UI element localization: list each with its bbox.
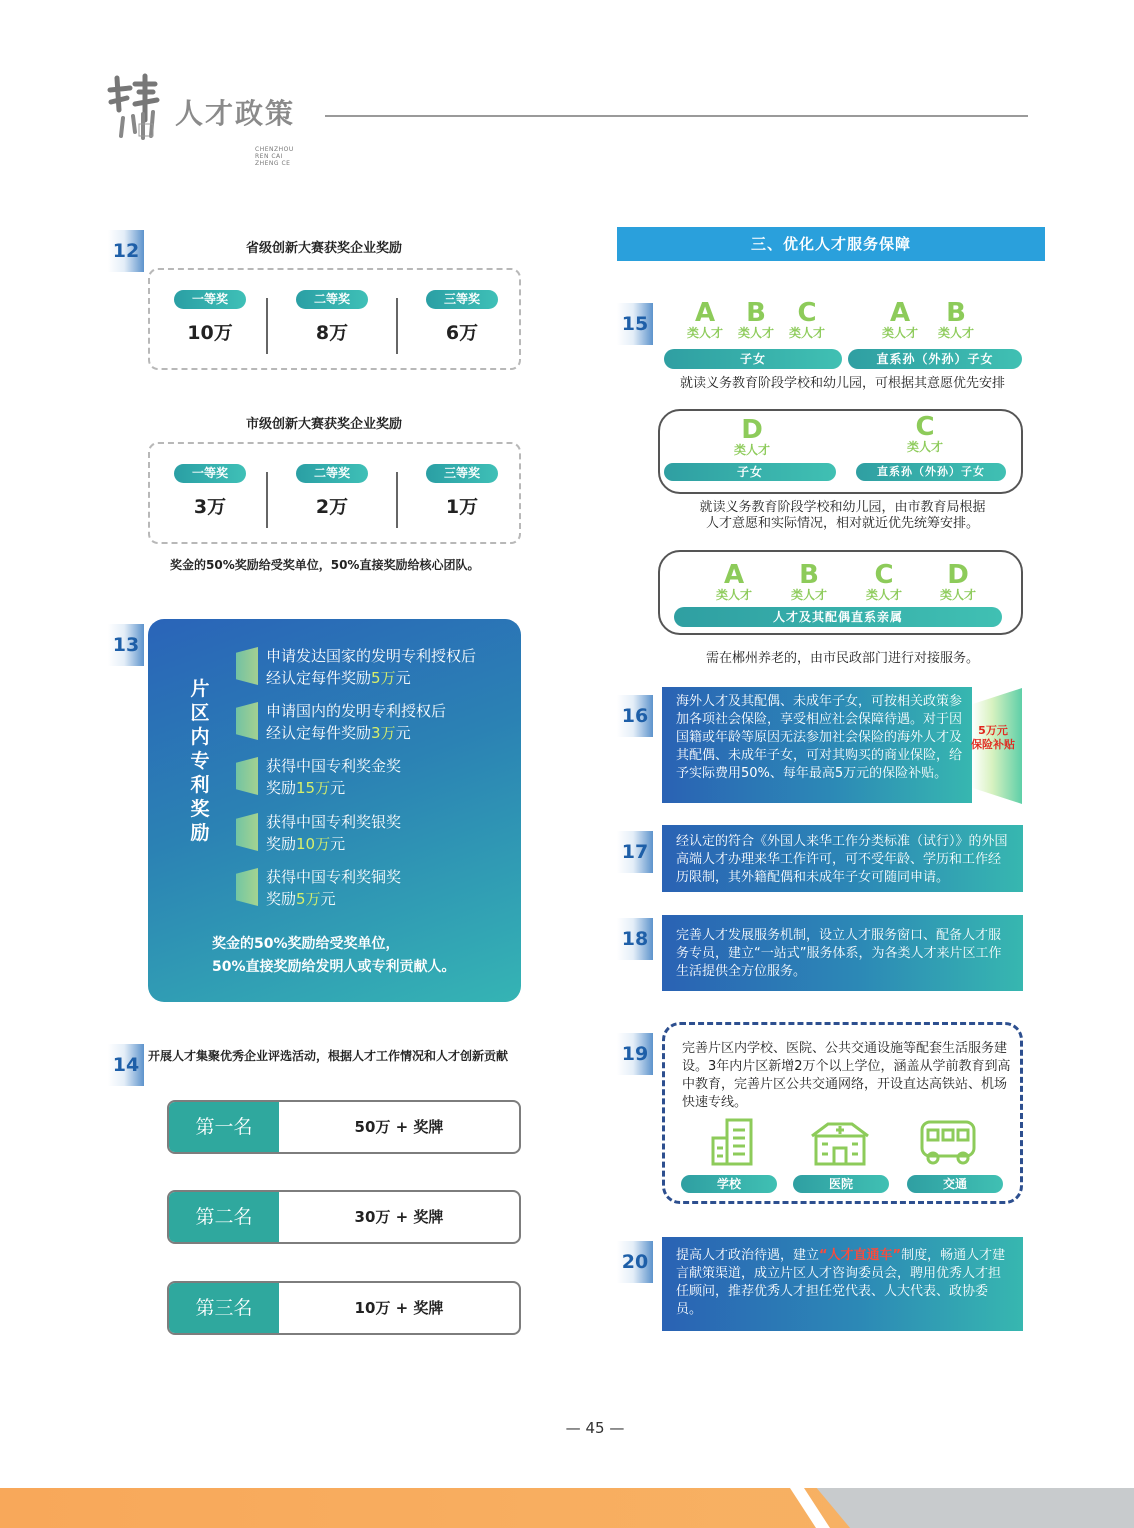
prize-value: 3万 — [193, 496, 227, 518]
insurance-box: 海外人才及其配偶、未成年子女，可按相关政策参加各项社会保险，享受相应社会保障待遇。对于因国籍或年龄等原因无法参加社会保险的海外人才及其配偶、未成年子女，可对其购买的商业保险，给予实际费用50%、每年最高5万元的保险补贴。 — [662, 687, 972, 803]
patent-reward-panel — [148, 619, 521, 1002]
prize-first — [150, 270, 270, 368]
patent-item-line1: 申请国内的发明专利授权后 — [266, 702, 447, 720]
category-b — [782, 562, 836, 602]
category-letter: B — [946, 298, 966, 328]
section-number-12: 12 — [108, 230, 144, 272]
rank-value: 10万 + 奖牌 — [354, 1299, 444, 1317]
section-number-17: 17 — [617, 831, 653, 873]
rank-third — [167, 1281, 521, 1335]
rank-label: 第三名 — [169, 1283, 279, 1333]
grandchildren-bar: 直系孙（外孙）子女 — [856, 463, 1006, 481]
category-suffix: 类人才 — [733, 443, 770, 457]
arrow-marker-icon — [236, 702, 258, 740]
patent-item-line2: 奖励 — [266, 779, 297, 797]
category-d — [931, 562, 985, 602]
prize-label: 二等奖 — [296, 290, 368, 309]
grandchildren-bar: 直系孙（外孙）子女 — [848, 349, 1022, 369]
city-award-title: 市级创新大赛获奖企业奖励 — [246, 417, 403, 432]
category-letter: A — [694, 298, 716, 328]
prize-value: 10万 — [187, 322, 233, 344]
arrow-marker-icon — [236, 757, 258, 795]
category-letter: C — [874, 560, 894, 590]
subsidy-side-label — [970, 724, 1016, 752]
patent-amount: 10万 — [296, 835, 331, 853]
category-letter: B — [746, 298, 766, 328]
category-letter: C — [915, 412, 935, 442]
facility-label-hospital: 医院 — [793, 1175, 889, 1193]
patent-amount: 3万 — [371, 724, 396, 742]
logo-pinyin: CHENZHOU REN CAI ZHENG CE — [255, 146, 294, 167]
block3-text: 需在郴州养老的，由市民政部门进行对接服务。 — [705, 651, 979, 666]
page-number: — 45 — — [565, 1419, 625, 1437]
patent-item-line1: 获得中国专利奖金奖 — [266, 757, 402, 775]
header-title: 人才政策 — [175, 97, 296, 130]
prize-value: 1万 — [445, 496, 479, 518]
category-letter: D — [741, 415, 763, 445]
category-letter: D — [947, 560, 969, 590]
patent-item-line1: 获得中国专利奖银奖 — [266, 813, 402, 831]
patent-note — [212, 933, 456, 979]
prize-second — [272, 444, 392, 542]
category-suffix: 类人才 — [906, 440, 943, 454]
category-c — [857, 562, 911, 602]
patent-unit: 元 — [330, 835, 346, 853]
province-award-box — [148, 268, 521, 370]
prize-label: 一等奖 — [174, 464, 246, 483]
subsidy-amount: 5万元 — [978, 724, 1008, 737]
category-d — [722, 417, 782, 457]
patent-note-line2: 50%直接奖励给发明人或专利贡献人。 — [212, 959, 456, 975]
arrow-marker-icon — [236, 868, 258, 906]
header-rule — [325, 115, 1028, 117]
patent-unit: 元 — [395, 669, 411, 687]
divider — [396, 298, 398, 354]
category-suffix: 类人才 — [937, 326, 974, 340]
category-letter: B — [799, 560, 819, 590]
patent-amount: 5万 — [296, 890, 321, 908]
category-suffix: 类人才 — [865, 588, 902, 602]
category-suffix: 类人才 — [737, 326, 774, 340]
patent-item-line1: 获得中国专利奖铜奖 — [266, 868, 402, 886]
talent-express-highlight: “人才直通车” — [819, 1248, 902, 1263]
patent-item-line2: 经认定每件奖励 — [266, 669, 372, 687]
block2-text-line2: 人才意愿和实际情况，相对就近优先统筹安排。 — [705, 516, 979, 531]
rank-value: 50万 + 奖牌 — [354, 1118, 444, 1136]
rank-label: 第一名 — [169, 1102, 279, 1152]
category-suffix: 类人才 — [790, 588, 827, 602]
city-award-box — [148, 442, 521, 544]
political-treatment-box — [662, 1237, 1023, 1331]
page-number-value: 45 — [585, 1419, 605, 1437]
category-a — [875, 300, 925, 340]
patent-unit: 元 — [320, 890, 336, 908]
facilities-text: 完善片区内学校、医院、公共交通设施等配套生活服务建设。3年内片区新增2万个以上学位，涵盖从学前教育到高中教育，完善片区公共交通网络，开设直达高铁站、机场快速专线。 — [682, 1041, 1011, 1110]
section-number-20: 20 — [617, 1241, 653, 1283]
prize-first — [150, 444, 270, 542]
prize-label: 三等奖 — [426, 290, 498, 309]
section-number-18: 18 — [617, 918, 653, 960]
prize-value: 2万 — [315, 496, 349, 518]
patent-amount: 15万 — [296, 779, 331, 797]
divider — [266, 298, 268, 354]
category-letter: A — [889, 298, 911, 328]
patent-amount: 5万 — [371, 669, 396, 687]
section-number-15: 15 — [617, 303, 653, 345]
patent-vertical-title: 片区内专利奖励 — [190, 678, 210, 844]
category-a — [680, 300, 730, 340]
brand-logo — [105, 70, 305, 167]
category-suffix: 类人才 — [881, 326, 918, 340]
prize-value: 8万 — [315, 322, 349, 344]
prize-label: 二等奖 — [296, 464, 368, 483]
section-number-14: 14 — [108, 1044, 144, 1086]
children-bar: 子女 — [664, 349, 842, 369]
category-c — [895, 414, 955, 454]
province-award-title: 省级创新大赛获奖企业奖励 — [246, 241, 403, 256]
category-suffix: 类人才 — [686, 326, 723, 340]
footer-gray-band — [800, 1488, 1134, 1528]
category-b — [731, 300, 781, 340]
award-split-note: 奖金的50%奖励给受奖单位，50%直接奖励给核心团队。 — [170, 558, 480, 572]
section-number-19: 19 — [617, 1033, 653, 1075]
category-suffix: 类人才 — [715, 588, 752, 602]
school-building-icon — [705, 1116, 769, 1168]
arrow-marker-icon — [236, 647, 258, 685]
service-box: 完善人才发展服务机制，设立人才服务窗口、配备人才服务专员，建立“一站式”服务体系，为各类人才来片区工作生活提供全方位服务。 — [662, 915, 1023, 991]
arrow-marker-icon — [236, 813, 258, 851]
policy-text-post: 制度，畅通人才建言献策渠道，成立片区人才咨询委员会，聘用优秀人才担任顾问，推荐优秀人才担任党代表、人大代表、政协委员。 — [676, 1248, 1006, 1317]
category-letter: C — [797, 298, 817, 328]
patent-item-line1: 申请发达国家的发明专利授权后 — [266, 647, 477, 665]
section3-banner: 三、优化人才服务保障 — [617, 227, 1045, 261]
prize-second — [272, 270, 392, 368]
bus-transport-icon — [916, 1116, 980, 1168]
prize-label: 三等奖 — [426, 464, 498, 483]
relatives-bar: 人才及其配偶直系亲属 — [674, 607, 1002, 627]
category-suffix: 类人才 — [939, 588, 976, 602]
patent-unit: 元 — [330, 779, 346, 797]
prize-value: 6万 — [445, 322, 479, 344]
divider — [266, 472, 268, 528]
patent-item-line2: 奖励 — [266, 835, 297, 853]
rank-label: 第二名 — [169, 1192, 279, 1242]
patent-item-line2: 奖励 — [266, 890, 297, 908]
brush-calligraphy-logo — [105, 70, 165, 140]
policy-text-pre: 提高人才政治待遇，建立 — [676, 1248, 820, 1263]
divider — [396, 472, 398, 528]
patent-note-line1: 奖金的50%奖励给受奖单位， — [212, 936, 400, 952]
patent-unit: 元 — [395, 724, 411, 742]
block2-box — [658, 409, 1023, 494]
category-suffix: 类人才 — [788, 326, 825, 340]
prize-third — [402, 444, 522, 542]
talent-enterprise-title: 开展人才集聚优秀企业评选活动，根据人才工作情况和人才创新贡献 — [148, 1049, 509, 1063]
section-number-16: 16 — [617, 695, 653, 737]
prize-third — [402, 270, 522, 368]
hospital-icon — [808, 1116, 872, 1168]
category-a — [707, 562, 761, 602]
subsidy-label: 保险补贴 — [971, 738, 1015, 751]
facility-label-school: 学校 — [681, 1175, 777, 1193]
block2-text-line1: 就读义务教育阶段学校和幼儿园，由市教育局根据 — [699, 500, 986, 515]
facility-label-transport: 交通 — [907, 1175, 1003, 1193]
block1-text: 就读义务教育阶段学校和幼儿园，可根据其意愿优先安排 — [679, 376, 1005, 391]
category-c — [782, 300, 832, 340]
foreign-talent-box: 经认定的符合《外国人来华工作分类标准（试行）》的外国高端人才办理来华工作许可，可不受年龄、学历和工作经历限制，其外籍配偶和未成年子女可随同申请。 — [662, 825, 1023, 892]
prize-label: 一等奖 — [174, 290, 246, 309]
rank-value: 30万 + 奖牌 — [354, 1208, 444, 1226]
section-number-13: 13 — [108, 624, 144, 666]
patent-item-line2: 经认定每件奖励 — [266, 724, 372, 742]
children-bar: 子女 — [664, 463, 836, 481]
category-b — [931, 300, 981, 340]
rank-second — [167, 1190, 521, 1244]
category-letter: A — [723, 560, 745, 590]
rank-first — [167, 1100, 521, 1154]
